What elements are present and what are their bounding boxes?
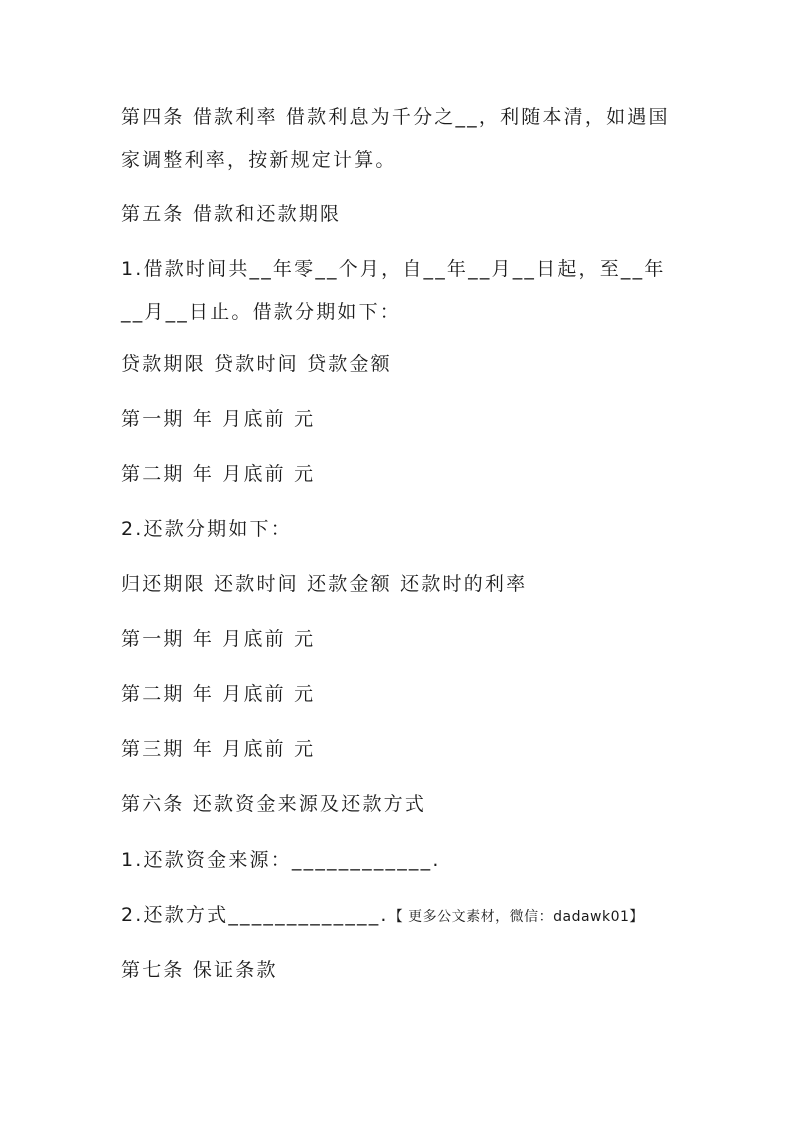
promo-note: 【 更多公文素材，微信：dadawk01】 [388, 909, 644, 925]
repayment-table-header: 归还期限 还款时间 还款金额 还款时的利率 [121, 573, 528, 595]
clause-4-interest-rate: 第四条 借款利率 借款利息为千分之__，利随本清，如遇国家调整利率，按新规定计算。 [121, 106, 670, 171]
repayment-installment-3: 第三期 年 月底前 元 [121, 738, 316, 760]
repayment-installments-heading: 2.还款分期如下： [121, 518, 292, 540]
repayment-source-field: 1.还款资金来源：____________. [121, 849, 441, 871]
loan-period-text: 1.借款时间共__年零__个月，自__年__月__日起，至__年__月__日止。借款分期如下： [121, 258, 666, 323]
repayment-method-field: 2.还款方式_____________. [121, 904, 389, 926]
clause-6-heading: 第六条 还款资金来源及还款方式 [121, 793, 427, 815]
loan-installment-2: 第二期 年 月底前 元 [121, 463, 316, 485]
loan-table-header: 贷款期限 贷款时间 贷款金额 [121, 353, 392, 375]
clause-7-heading: 第七条 保证条款 [121, 959, 278, 981]
clause-5-heading: 第五条 借款和还款期限 [121, 203, 342, 225]
repayment-installment-2: 第二期 年 月底前 元 [121, 683, 316, 705]
loan-installment-1: 第一期 年 月底前 元 [121, 408, 316, 430]
repayment-method-line [121, 906, 681, 925]
repayment-installment-1: 第一期 年 月底前 元 [121, 628, 316, 650]
